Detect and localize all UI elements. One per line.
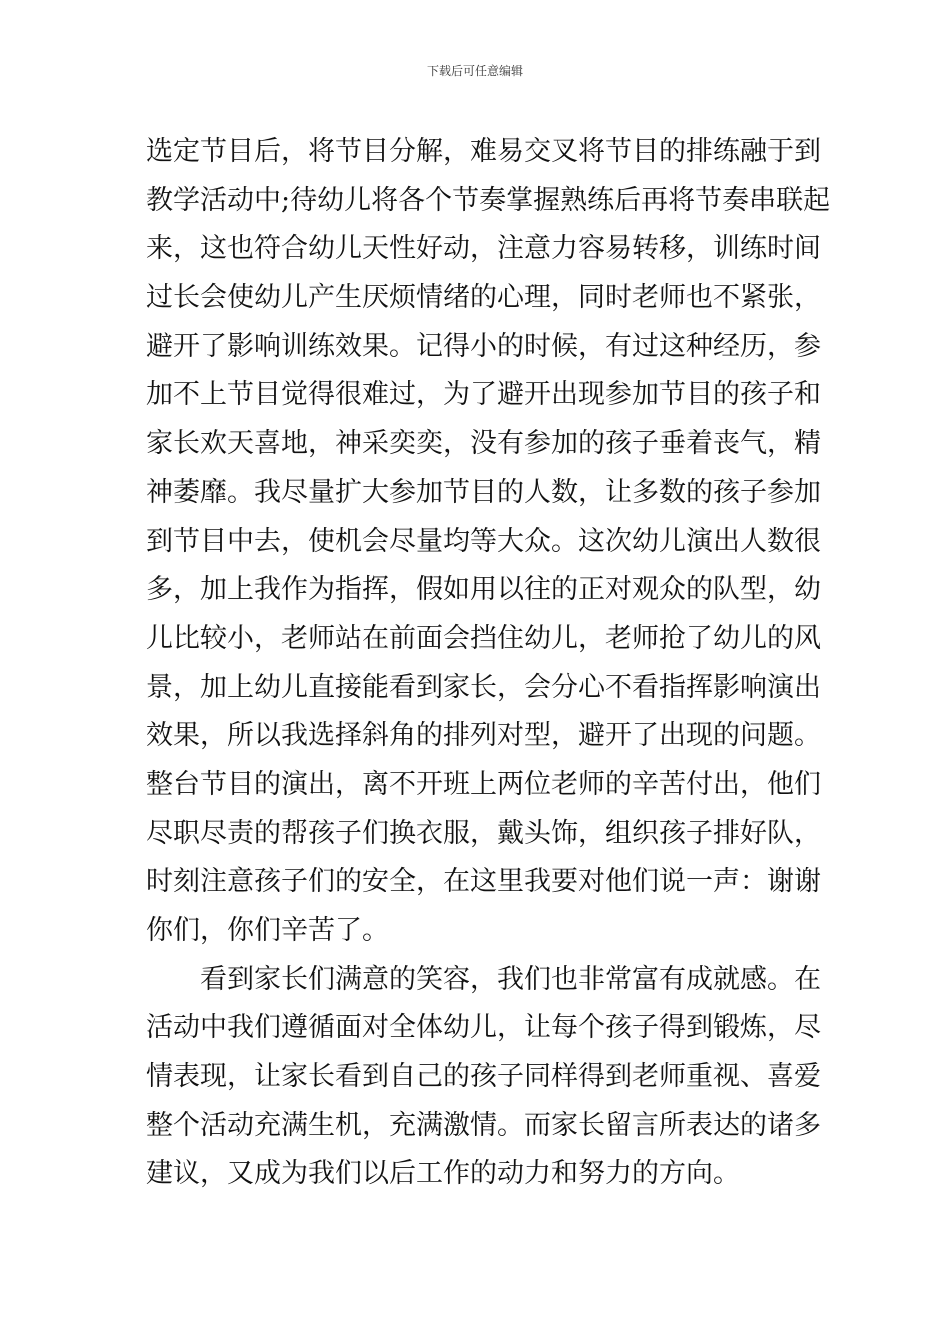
text-line: 多，加上我作为指挥，假如用以往的正对观众的队型，幼 — [146, 574, 821, 606]
paragraph-2 — [146, 956, 821, 1199]
text-line: 效果，所以我选择斜角的排列对型，避开了出现的问题。 — [146, 720, 821, 752]
page-header: 下载后可任意编辑 — [426, 64, 523, 78]
text-line: 整台节目的演出，离不开班上两位老师的辛苦付出，他们 — [146, 768, 821, 800]
document-body — [146, 128, 831, 1199]
text-line: 尽职尽责的帮孩子们换衣服，戴头饰，组织孩子排好队， — [146, 817, 821, 849]
text-line: 看到家长们满意的笑容，我们也非常富有成就感。在 — [200, 963, 821, 995]
text-line: 过长会使幼儿产生厌烦情绪的心理，同时老师也不紧张， — [146, 282, 821, 314]
text-line: 家长欢天喜地，神采奕奕，没有参加的孩子垂着丧气，精 — [146, 428, 821, 460]
paragraph-1 — [146, 128, 831, 956]
text-line: 建议，又成为我们以后工作的动力和努力的方向。 — [146, 1158, 740, 1190]
text-line: 神萎靡。我尽量扩大参加节目的人数，让多数的孩子参加 — [146, 476, 821, 508]
text-line: 避开了影响训练效果。记得小的时候，有过这种经历，参 — [146, 330, 821, 362]
text-line: 时刻注意孩子们的安全，在这里我要对他们说一声：谢谢 — [146, 866, 821, 898]
text-line: 到节目中去，使机会尽量均等大众。这次幼儿演出人数很 — [146, 525, 821, 557]
text-line: 加不上节目觉得很难过，为了避开出现参加节目的孩子和 — [146, 379, 821, 411]
text-line: 儿比较小，老师站在前面会挡住幼儿，老师抢了幼儿的风 — [146, 622, 821, 654]
text-line: 情表现，让家长看到自己的孩子同样得到老师重视、喜爱 — [146, 1061, 821, 1093]
text-line: 景，加上幼儿直接能看到家长，会分心不看指挥影响演出 — [146, 671, 821, 703]
text-line: 来，这也符合幼儿天性好动，注意力容易转移，训练时间 — [146, 233, 821, 265]
text-line: 活动中我们遵循面对全体幼儿，让每个孩子得到锻炼，尽 — [146, 1012, 821, 1044]
text-line: 你们，你们辛苦了。 — [146, 915, 389, 946]
text-line: 教学活动中;待幼儿将各个节奏掌握熟练后再将节奏串联起 — [146, 184, 831, 216]
text-line: 整个活动充满生机，充满激情。而家长留言所表达的诸多 — [146, 1109, 821, 1141]
text-line: 选定节目后，将节目分解，难易交叉将节目的排练融于到 — [146, 136, 821, 167]
